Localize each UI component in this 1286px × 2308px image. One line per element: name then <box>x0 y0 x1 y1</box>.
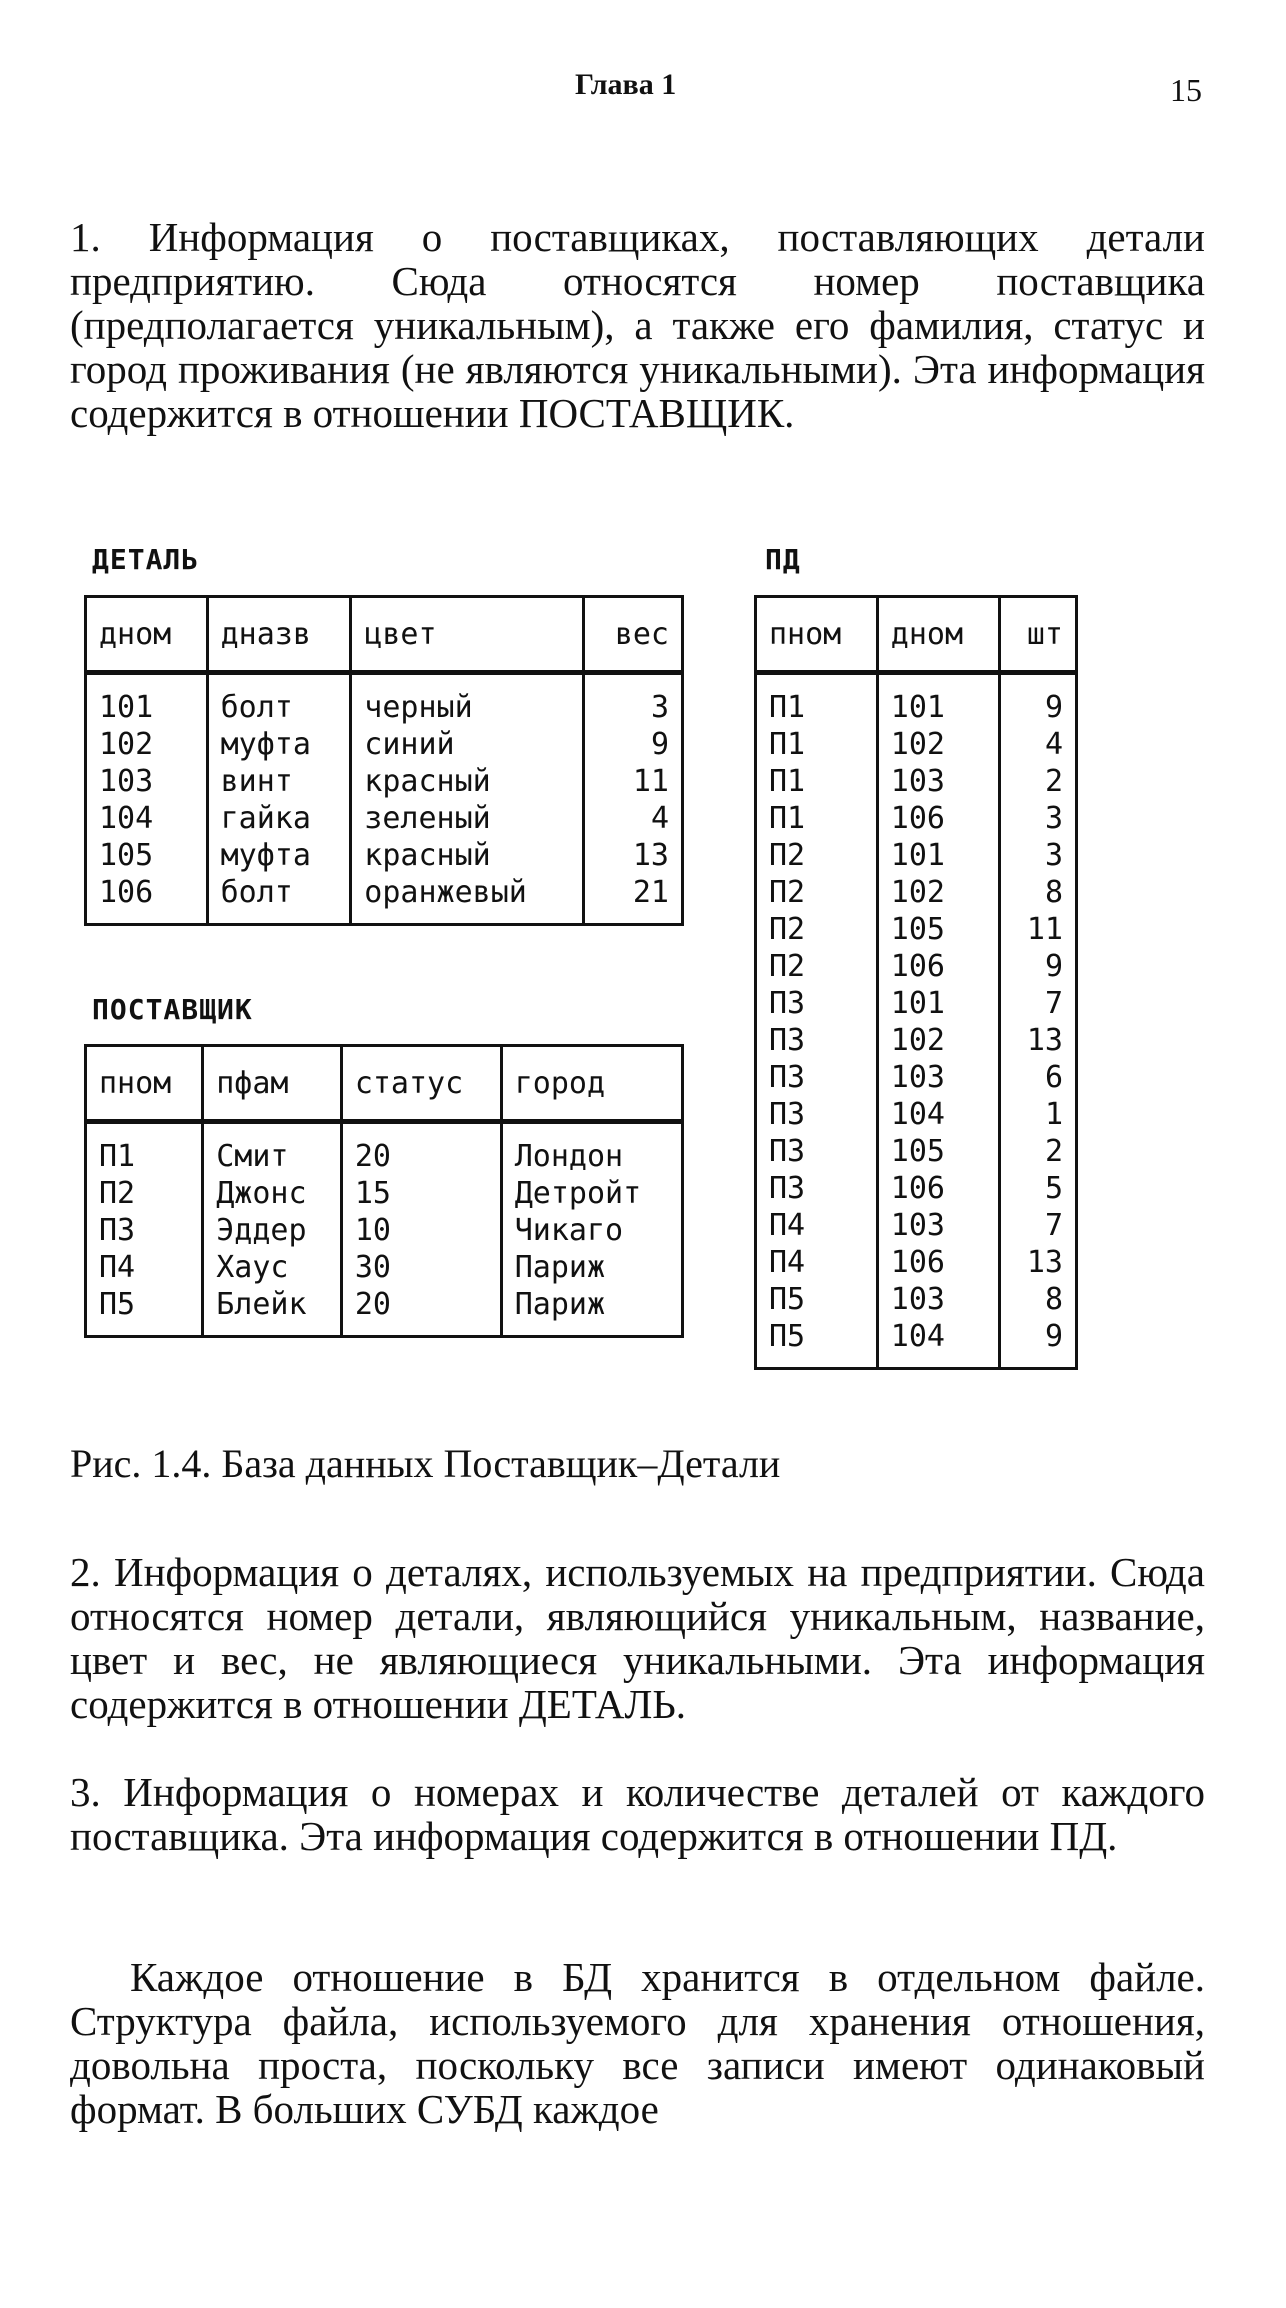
table-title-detal: ДЕТАЛЬ <box>92 543 200 576</box>
table-row <box>756 1096 1077 1133</box>
detal-table <box>84 595 684 926</box>
paragraph-storage: Каждое отношение в БД хранится в отдельном файле. Структура файла, используемого для хранения отношения, довольна проста, поскольку все записи имеют одинаковый формат. В больших СУБД каждое <box>70 1954 1205 2132</box>
table-cell: 103 <box>877 1281 999 1318</box>
table-cell: Смит <box>203 1122 342 1176</box>
table-cell: 13 <box>999 1244 1076 1281</box>
table-cell: гайка <box>207 800 351 837</box>
table-header-row <box>86 1046 683 1122</box>
table-row <box>756 874 1077 911</box>
table-cell: 102 <box>877 1022 999 1059</box>
table-cell: оранжевый <box>351 874 583 925</box>
table-row <box>756 1059 1077 1096</box>
table-cell: П3 <box>756 1170 878 1207</box>
table-cell: Хаус <box>203 1249 342 1286</box>
table-cell: 102 <box>86 726 208 763</box>
table-cell: 106 <box>877 1170 999 1207</box>
table-cell: 3 <box>583 673 683 727</box>
table-cell: 5 <box>999 1170 1076 1207</box>
table-row <box>756 911 1077 948</box>
figure-caption: Рис. 1.4. База данных Поставщик–Детали <box>70 1441 781 1486</box>
table-cell: 20 <box>341 1122 501 1176</box>
table-row <box>86 726 683 763</box>
table-header-row <box>86 597 683 673</box>
table-cell: 102 <box>877 874 999 911</box>
column-header: пном <box>86 1046 203 1122</box>
table-cell: 2 <box>999 763 1076 800</box>
table-row <box>756 1281 1077 1318</box>
table-cell: П4 <box>86 1249 203 1286</box>
table-cell: 10 <box>341 1212 501 1249</box>
column-header: дном <box>877 597 999 673</box>
table-row <box>86 673 683 727</box>
table-cell: П3 <box>86 1212 203 1249</box>
table-cell: 103 <box>877 1059 999 1096</box>
table-row <box>756 837 1077 874</box>
paragraph-quantities: 3. Информация о номерах и количестве деталей от каждого поставщика. Эта информация содержится в отношении ПД. <box>70 1769 1205 1859</box>
table-cell: 106 <box>877 1244 999 1281</box>
table-row <box>86 1249 683 1286</box>
table-header-row <box>756 597 1077 673</box>
table-cell: 3 <box>999 837 1076 874</box>
table-cell: 8 <box>999 1281 1076 1318</box>
table-cell: П1 <box>756 673 878 727</box>
table-row <box>86 874 683 925</box>
table-cell: 8 <box>999 874 1076 911</box>
postavshik-table <box>84 1044 684 1338</box>
table-cell: 103 <box>86 763 208 800</box>
table-cell: П2 <box>756 837 878 874</box>
table-cell: 104 <box>877 1096 999 1133</box>
table-cell: красный <box>351 837 583 874</box>
table-cell: болт <box>207 673 351 727</box>
table-cell: Детройт <box>501 1175 682 1212</box>
table-row <box>756 726 1077 763</box>
table-row <box>756 1244 1077 1281</box>
table-cell: 105 <box>86 837 208 874</box>
table-cell: синий <box>351 726 583 763</box>
table-row <box>86 1286 683 1337</box>
table-cell: П2 <box>86 1175 203 1212</box>
table-cell: 4 <box>999 726 1076 763</box>
table-row <box>86 1212 683 1249</box>
table-row <box>756 1170 1077 1207</box>
column-header: цвет <box>351 597 583 673</box>
table-cell: 7 <box>999 985 1076 1022</box>
table-row <box>756 673 1077 727</box>
table-row <box>86 1122 683 1176</box>
table-cell: П1 <box>756 726 878 763</box>
table-cell: 103 <box>877 1207 999 1244</box>
table-cell: 20 <box>341 1286 501 1337</box>
table-cell: 9 <box>999 948 1076 985</box>
table-cell: 11 <box>999 911 1076 948</box>
table-cell: 101 <box>86 673 208 727</box>
table-cell: П2 <box>756 911 878 948</box>
pd-table <box>754 595 1078 1370</box>
table-cell: 21 <box>583 874 683 925</box>
table-cell: 1 <box>999 1096 1076 1133</box>
table-cell: винт <box>207 763 351 800</box>
table-cell: Чикаго <box>501 1212 682 1249</box>
column-header: статус <box>341 1046 501 1122</box>
table-cell: 105 <box>877 911 999 948</box>
column-header: дном <box>86 597 208 673</box>
table-cell: Блейк <box>203 1286 342 1337</box>
table-cell: П1 <box>756 763 878 800</box>
table-cell: 9 <box>583 726 683 763</box>
column-header: город <box>501 1046 682 1122</box>
table-cell: П1 <box>86 1122 203 1176</box>
column-header: пфам <box>203 1046 342 1122</box>
table-row <box>86 763 683 800</box>
table-row <box>756 1318 1077 1369</box>
table-cell: 9 <box>999 1318 1076 1369</box>
table-cell: 101 <box>877 837 999 874</box>
table-row <box>756 948 1077 985</box>
table-cell: муфта <box>207 837 351 874</box>
table-cell: черный <box>351 673 583 727</box>
table-cell: П2 <box>756 874 878 911</box>
table-cell: 101 <box>877 985 999 1022</box>
table-cell: П1 <box>756 800 878 837</box>
table-cell: П5 <box>756 1318 878 1369</box>
table-cell: красный <box>351 763 583 800</box>
table-cell: П3 <box>756 1096 878 1133</box>
column-header: дназв <box>207 597 351 673</box>
table-cell: 106 <box>877 948 999 985</box>
table-cell: П3 <box>756 985 878 1022</box>
table-cell: П3 <box>756 1022 878 1059</box>
paragraph-suppliers: 1. Информация о поставщиках, поставляющих детали предприятию. Сюда относятся номер поставщика (предполагается уникальным), а также его фамилия, статус и город проживания (не являются уникальными). Эта информация содержится в отношении ПОСТАВЩИК. <box>70 214 1205 436</box>
table-cell: 103 <box>877 763 999 800</box>
table-title-postavshik: ПОСТАВЩИК <box>92 993 253 1026</box>
table-cell: 106 <box>877 800 999 837</box>
table-cell: 102 <box>877 726 999 763</box>
column-header: шт <box>999 597 1076 673</box>
table-cell: Париж <box>501 1286 682 1337</box>
table-cell: П5 <box>86 1286 203 1337</box>
table-cell: 7 <box>999 1207 1076 1244</box>
table-cell: 13 <box>583 837 683 874</box>
table-cell: 30 <box>341 1249 501 1286</box>
table-cell: 11 <box>583 763 683 800</box>
table-cell: 6 <box>999 1059 1076 1096</box>
table-row <box>756 1207 1077 1244</box>
table-cell: П2 <box>756 948 878 985</box>
table-cell: П3 <box>756 1059 878 1096</box>
table-cell: 105 <box>877 1133 999 1170</box>
table-cell: 101 <box>877 673 999 727</box>
table-cell: 104 <box>877 1318 999 1369</box>
table-cell: Джонс <box>203 1175 342 1212</box>
table-cell: П3 <box>756 1133 878 1170</box>
table-cell: Эддер <box>203 1212 342 1249</box>
table-cell: 15 <box>341 1175 501 1212</box>
table-row <box>86 1175 683 1212</box>
table-cell: Париж <box>501 1249 682 1286</box>
page-number: 15 <box>1170 72 1202 108</box>
table-cell: 106 <box>86 874 208 925</box>
chapter-heading: Глава 1 <box>575 68 677 101</box>
table-cell: П5 <box>756 1281 878 1318</box>
table-cell: Лондон <box>501 1122 682 1176</box>
table-cell: 13 <box>999 1022 1076 1059</box>
table-cell: зеленый <box>351 800 583 837</box>
table-cell: муфта <box>207 726 351 763</box>
table-row <box>756 800 1077 837</box>
table-row <box>756 1022 1077 1059</box>
table-cell: П4 <box>756 1244 878 1281</box>
paragraph-parts: 2. Информация о деталях, используемых на предприятии. Сюда относятся номер детали, являющийся уникальным, название, цвет и вес, не являющиеся уникальными. Эта информация содержится в отношении ДЕТАЛЬ. <box>70 1549 1205 1727</box>
table-row <box>756 985 1077 1022</box>
column-header: пном <box>756 597 878 673</box>
table-cell: 9 <box>999 673 1076 727</box>
table-cell: 2 <box>999 1133 1076 1170</box>
table-title-pd: ПД <box>765 543 801 576</box>
table-cell: 4 <box>583 800 683 837</box>
table-row <box>86 800 683 837</box>
table-cell: 104 <box>86 800 208 837</box>
table-cell: болт <box>207 874 351 925</box>
column-header: вес <box>583 597 683 673</box>
table-cell: 3 <box>999 800 1076 837</box>
table-row <box>756 1133 1077 1170</box>
table-cell: П4 <box>756 1207 878 1244</box>
table-row <box>756 763 1077 800</box>
table-row <box>86 837 683 874</box>
